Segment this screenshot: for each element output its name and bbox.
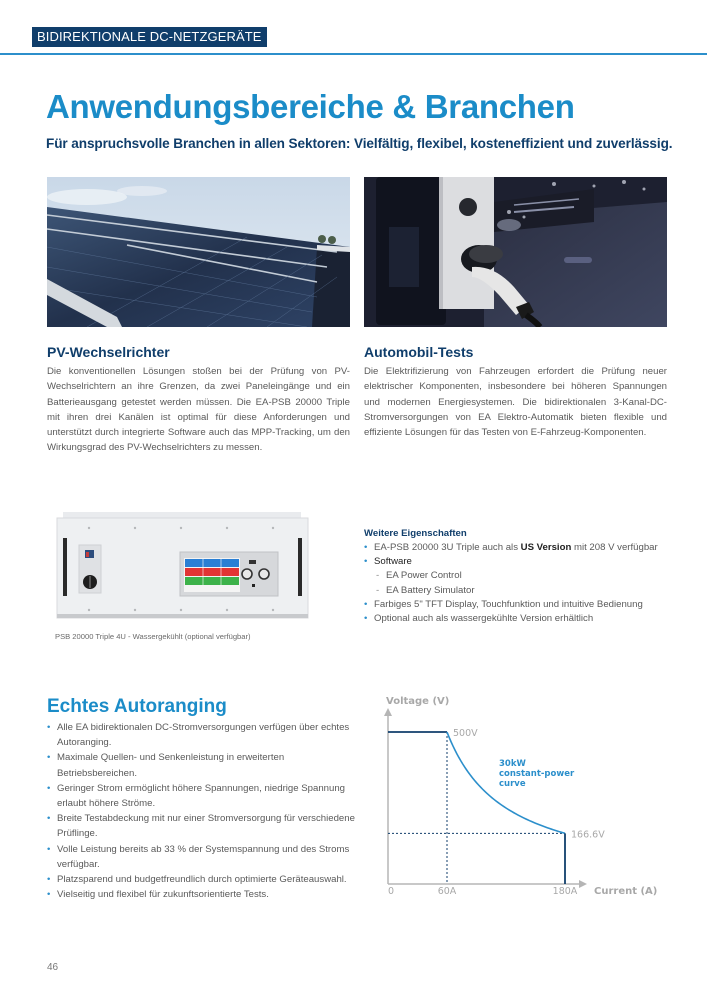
- voltage-annotation: 500V: [453, 728, 478, 739]
- property-item: • Software: [364, 555, 674, 569]
- bullet-icon: •: [47, 722, 51, 733]
- section-tag: BIDIREKTIONALE DC-NETZGERÄTE: [32, 27, 267, 47]
- curve-annotation: curve: [499, 779, 526, 789]
- property-item: • Farbiges 5" TFT Display, Touchfunktion und intuitive Bedienung: [364, 598, 674, 612]
- x-axis-label: Current (A): [594, 886, 658, 897]
- property-item: • Optional auch als wassergekühlte Version erhältlich: [364, 612, 674, 626]
- y-axis-arrow-icon: [384, 708, 392, 716]
- bullet-icon: •: [47, 782, 51, 794]
- page-number: 46: [47, 962, 59, 973]
- autoranging-item: • Alle EA bidirektionalen DC-Stromversorgungen verfügen über echtes Autoranging.: [47, 722, 350, 749]
- page-subtitle: Für anspruchsvolle Branchen in allen Sektoren: Vielfältig, flexibel, kosteneffizient und zuverlässig.: [46, 136, 673, 151]
- x-tick-label: 60A: [437, 886, 457, 897]
- device-caption: PSB 20000 Triple 4U - Wassergekühlt (optional verfügbar): [55, 632, 251, 641]
- autoranging-chart: [368, 688, 678, 900]
- y-axis-label: Voltage (V): [386, 696, 450, 707]
- property-item: • EA-PSB 20000 3U Triple auch als US Version mit 208 V verfügbar: [364, 541, 674, 555]
- bullet-icon: •: [47, 843, 51, 855]
- pv-inverter-text: Die konventionellen Lösungen stoßen bei der Prüfung von PV-Wechselrichtern an ihre Grenzen, da zwei Paneleingänge und ein Batterieausgang getestet werden müssen. Die EA-PSB 20000 Triple mit ihren drei Kanälen ist optimal für diese Anforderungen und unterstützt durch integrierte Software auch das MPP-Tracking, um den Wirkungsgrad des PV-Wechselrichters zu messen.: [47, 366, 350, 454]
- bullet-icon: •: [364, 613, 368, 625]
- x-ticks: [388, 886, 578, 897]
- bullet-icon: •: [47, 889, 51, 901]
- autoranging-item: • Geringer Strom ermöglicht höhere Spannungen, niedrige Spannung erlaubt höhere Ströme.: [47, 782, 345, 810]
- solar-panels-photo: [47, 177, 350, 327]
- us-version-highlight: US Version: [520, 542, 572, 553]
- more-properties: [364, 528, 674, 626]
- property-subitem: - EA Battery Simulator: [364, 584, 674, 598]
- bullet-icon: •: [364, 598, 368, 610]
- bullet-icon: •: [47, 813, 51, 825]
- reference-lines: [388, 732, 565, 884]
- bullet-icon: •: [364, 542, 368, 553]
- pv-inverter-heading: PV-Wechselrichter: [47, 344, 170, 360]
- axes: [384, 708, 587, 888]
- page-title: Anwendungsbereiche & Branchen: [46, 88, 575, 125]
- curve-annotation: 30kW: [499, 759, 526, 769]
- power-supply-device-image: [55, 510, 310, 622]
- curve-annotation: constant-power: [499, 769, 575, 779]
- ev-charging-photo: [364, 177, 667, 327]
- automotive-tests-text: Die Elektrifizierung von Fahrzeugen erfordert die Prüfung neuer elektrischer Komponenten, insbesondere bei höheren Spannungen und modernen Energiesystemen. Die bidirektionalen 3-Kanal-DC-Stromversorgungen von EA Elektro-Automatik bieten flexible und effiziente Lösungen für das Testen von E-Fahrzeug-Komponenten.: [364, 366, 667, 439]
- dash-icon: -: [376, 584, 380, 596]
- bullet-icon: •: [47, 874, 51, 886]
- x-axis-arrow-icon: [579, 880, 587, 888]
- property-subitem: - EA Power Control: [364, 569, 674, 583]
- automotive-tests-heading: Automobil-Tests: [364, 344, 474, 360]
- autoranging-item: • Vielseitig und flexibel für zukunftsorientierte Tests.: [47, 887, 357, 902]
- autoranging-item: • Maximale Quellen- und Senkenleistung in erweiterten Betriebsbereichen.: [47, 752, 285, 779]
- autoranging-heading: Echtes Autoranging: [47, 696, 227, 717]
- dash-icon: -: [376, 570, 380, 582]
- bullet-icon: •: [364, 556, 368, 568]
- autoranging-item: • Volle Leistung bereits ab 33 % der Systemspannung und des Stroms verfügbar.: [47, 843, 350, 870]
- autoranging-list: [47, 720, 357, 902]
- autoranging-item: • Breite Testabdeckung mit nur einer Stromversorgung für verschiedene Prüflinge.: [47, 813, 355, 840]
- more-properties-heading: Weitere Eigenschaften: [364, 528, 467, 539]
- autoranging-item: • Platzsparend und budgetfreundlich durch optimierte Geräteauswahl.: [47, 872, 357, 887]
- header-divider: [0, 53, 707, 55]
- annotations: [453, 728, 605, 840]
- bullet-icon: •: [47, 752, 51, 764]
- x-tick-label: 180A: [552, 886, 578, 897]
- power-curve: [388, 732, 565, 884]
- voltage-annotation: 166.6V: [571, 829, 605, 841]
- x-tick-label: 0: [388, 886, 395, 897]
